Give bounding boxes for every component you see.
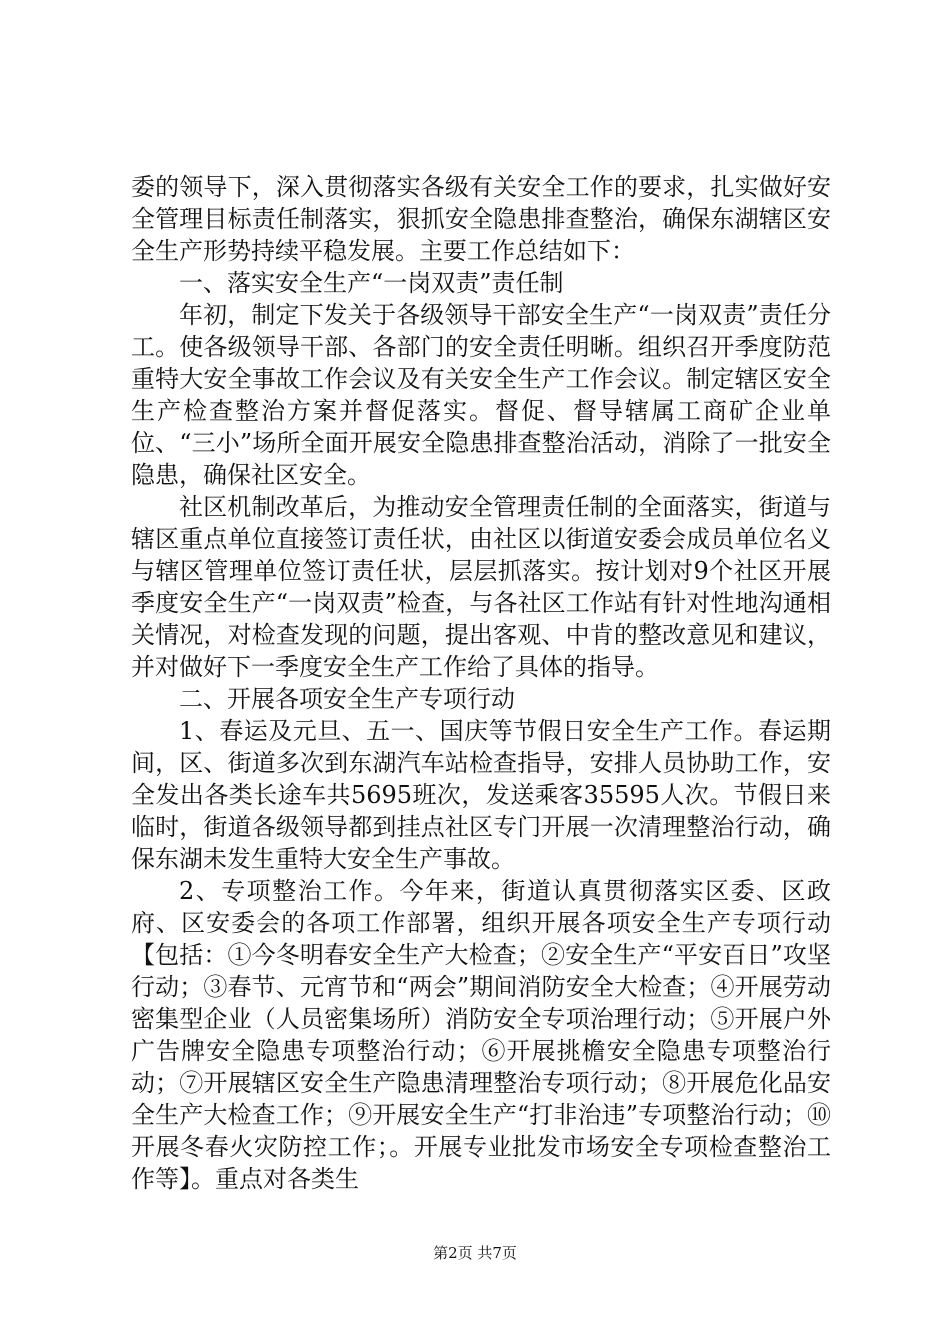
paragraph: 社区机制改革后，为推动安全管理责任制的全面落实，街道与辖区重点单位直接签订责任状，由社区以街道安委会成员单位名义与辖区管理单位签订责任状，层层抓落实。按计划对9个社区开展季度安全生产“一岗双责”检查，与各社区工作站有针对性地沟通相关情况，对检查发现的问题，提出客观、中肯的整改意见和建议，并对做好下一季度安全生产工作给了具体的指导。 xyxy=(131,493,831,681)
section-heading-2: 二、开展各项安全生产专项行动 xyxy=(179,685,515,713)
paragraph: 1、春运及元旦、五一、国庆等节假日安全生产工作。春运期间，区、街道多次到东湖汽车站检查指导，安排人员协助工作，安全发出各类长途车共5695班次，发送乘客35595人次。节假日来临时，街道各级领导都到挂点社区专门开展一次清理整治行动，确保东湖未发生重特大安全生产事故。 xyxy=(131,717,831,873)
paragraph: 2、专项整治工作。今年来，街道认真贯彻落实区委、区政府、区安委会的各项工作部署，组织开展各项安全生产专项行动【包括：①今冬明春安全生产大检查；②安全生产“平安百日”攻坚行动；③春节、元宵节和“两会”期间消防安全大检查；④开展劳动密集型企业（人员密集场所）消防安全专项治理行动；⑤开展户外广告牌安全隐患专项整治行动；⑥开展挑檐安全隐患专项整治行动；⑦开展辖区安全生产隐患清理整治专项行动；⑧开展危化品安全生产大检查工作；⑨开展安全生产“打非治违”专项整治行动；⑩开展冬春火灾防控工作；。开展专业批发市场安全专项检查整治工作等】。重点对各类生 xyxy=(131,877,831,1193)
section-heading-1: 一、落实安全生产“一岗双责”责任制 xyxy=(179,269,564,297)
page-number: 第2页 共7页 xyxy=(433,1244,517,1262)
paragraph-continuation: 委的领导下，深入贯彻落实各级有关安全工作的要求，扎实做好安全管理目标责任制落实，狠抓安全隐患排查整治，确保东湖辖区安全生产形势持续平稳发展。主要工作总结如下： xyxy=(131,173,831,265)
page-footer xyxy=(0,1243,950,1263)
paragraph: 年初，制定下发关于各级领导干部安全生产“一岗双责”责任分工。使各级领导干部、各部门的安全责任明晰。组织召开季度防范重特大安全事故工作会议及有关安全生产工作会议。制定辖区安全生产检查整治方案并督促落实。督促、督导辖属工商矿企业单位、“三小”场所全面开展安全隐患排查整治活动，消除了一批安全隐患，确保社区安全。 xyxy=(131,301,831,489)
document-body xyxy=(131,171,831,1195)
